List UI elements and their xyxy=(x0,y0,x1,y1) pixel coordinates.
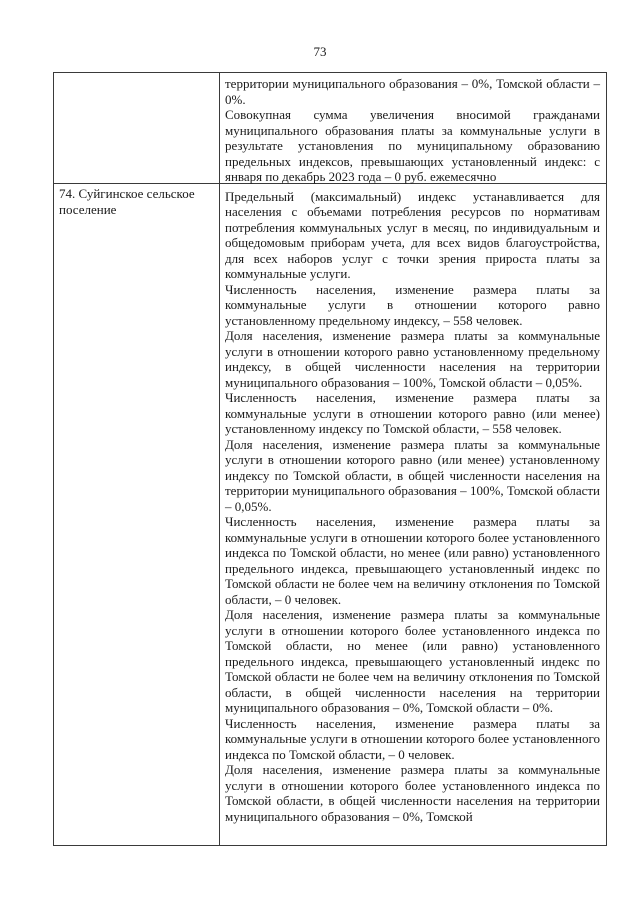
description-column xyxy=(225,76,600,824)
index-table xyxy=(53,72,607,846)
column-divider xyxy=(219,73,220,845)
continued-paragraph-1: территории муниципального образования – 0%, Томской области – 0%. xyxy=(225,76,600,107)
row74-paragraph: Доля населения, изменение размера платы за коммунальные услуги в отношении которого более установленного индекса по Томской области, в общей численности населения на территории муниципального образования – 0%, Томской xyxy=(225,762,600,824)
page-number: 73 xyxy=(313,44,327,59)
row74-paragraph: Численность населения, изменение размера платы за коммунальные услуги в отношении которого равно (или менее) установленному индексу по Томской области, – 558 человек. xyxy=(225,390,600,436)
row74-paragraph: Численность населения, изменение размера платы за коммунальные услуги в отношении которого более установленного индекса по Томской области, – 0 человек. xyxy=(225,715,600,762)
row74-paragraph: Доля населения, изменение размера платы за коммунальные услуги в отношении которого более установленного индекса по Томской области, но менее (или равно) установленного предельного индекса, превышающего установленный индекс по Томской области не более чем на величину отклонения по Томской области, в общей численности населения на территории муниципального образования – 0%, Томской области – 0%. xyxy=(225,607,600,715)
continued-paragraph-2: Совокупная сумма увеличения вносимой гражданами муниципального образования платы за коммунальные услуги в результате установления по муниципальному образованию предельных индексов, превышающих установленный индекс: с января по декабрь 2023 года – 0 руб. ежемесячно xyxy=(225,107,600,184)
municipality-name: 74. Суйгинское сельское поселение xyxy=(59,186,195,217)
row74-paragraph: Предельный (максимальный) индекс устанавливается для населения с объемами потребления ресурсов по нормативам потребления коммунальных услуг в месяц, по индивидуальным и общедомовым приборам учета, для всех видов благоустройства, для всех наборов услуг с точки зрения прироста платы за коммунальные услуги. xyxy=(225,188,600,281)
row74-paragraph: Доля населения, изменение размера платы за коммунальные услуги в отношении которого равно установленному предельному индексу, в общей численности населения на территории муниципального образования – 100%, Томской области – 0,05%. xyxy=(225,328,600,390)
row74-paragraph: Численность населения, изменение размера платы за коммунальные услуги в отношении которого равно установленному предельному индексу, – 558 человек. xyxy=(225,281,600,328)
row74-paragraph: Численность населения, изменение размера платы за коммунальные услуги в отношении которого более установленного индекса по Томской области, но менее (или равно) установленного предельного индекса, превышающего установленный индекс по Томской области не более чем на величину отклонения по Томской области, – 0 человек. xyxy=(225,514,600,607)
row74-paragraph: Доля населения, изменение размера платы за коммунальные услуги в отношении которого равно (или менее) установленному индексу по Томской области, в общей численности населения на территории муниципального образования – 100%, Томской области – 0,05%. xyxy=(225,436,600,514)
